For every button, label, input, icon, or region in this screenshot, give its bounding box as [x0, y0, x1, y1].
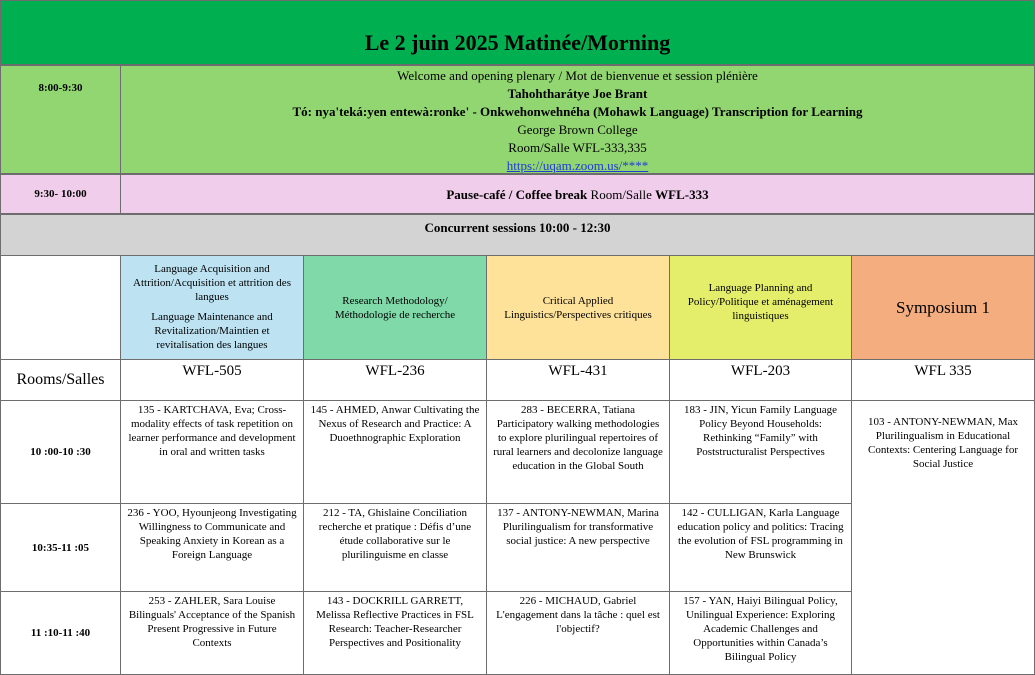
rooms-label: Rooms/Salles — [0, 359, 121, 401]
plenary-talk-title: Tó: nya'teká:yen entewà:ronke' - Onkwehonwehnéha (Mohawk Language) Transcription for Learning — [292, 104, 863, 119]
session-cell: 283 - BECERRA, Tatiana Participatory walking methodologies to explore plurilingual repertoires of rural learners and decolonize language education in the Global South — [486, 400, 670, 504]
track-header-2: Research Methodology/ Méthodologie de recherche — [303, 255, 487, 360]
break-room-label: Room/Salle — [587, 186, 656, 202]
concurrent-header: Concurrent sessions 10:00 - 12:30 — [0, 214, 1035, 256]
track-header-4: Language Planning and Policy/Politique et aménagement linguistiques — [669, 255, 852, 360]
break-room-code: WFL-333 — [655, 186, 709, 202]
room-1: WFL-505 — [120, 359, 304, 401]
plenary-welcome: Welcome and opening plenary / Mot de bienvenue et session plénière — [397, 68, 758, 83]
plenary-time: 8:00-9:30 — [0, 65, 121, 174]
room-4: WFL-203 — [669, 359, 852, 401]
session-cell: 183 - JIN, Yicun Family Language Policy Beyond Households: Rethinking “Family” with Poststructuralist Perspectives — [669, 400, 852, 504]
session-cell: 135 - KARTCHAVA, Eva; Cross-modality effects of task repetition on learner performance and development in oral and written tasks — [120, 400, 304, 504]
session-cell: 137 - ANTONY-NEWMAN, Marina Plurilingualism for transformative social justice: A new perspective — [486, 503, 670, 592]
room-3: WFL-431 — [486, 359, 670, 401]
slot-time-2: 10:35-11 :05 — [0, 503, 121, 592]
room-5: WFL 335 — [851, 359, 1035, 401]
track-header-3: Critical Applied Linguistics/Perspectives critiques — [486, 255, 670, 360]
break-time: 9:30- 10:00 — [0, 174, 121, 214]
page-title-text: Le 2 juin 2025 Matinée/Morning — [364, 29, 671, 55]
track-corner — [0, 255, 121, 360]
break-text: Pause-café / Coffee break — [446, 186, 588, 202]
track-header-5: Symposium 1 — [851, 255, 1035, 360]
break-block — [120, 174, 1035, 214]
session-cell: 236 - YOO, Hyounjeong Investigating Willingness to Communicate and Speaking Anxiety in Korean as a Foreign Language — [120, 503, 304, 592]
session-cell: 143 - DOCKRILL GARRETT, Melissa Reflective Practices in FSL Research: Teacher-Researcher Perspectives and Positionality — [303, 591, 487, 675]
plenary-room: Room/Salle WFL-333,335 — [508, 140, 647, 155]
slot-time-1: 10 :00-10 :30 — [0, 400, 121, 504]
room-2: WFL-236 — [303, 359, 487, 401]
slot-time-3: 11 :10-11 :40 — [0, 591, 121, 675]
session-cell: 142 - CULLIGAN, Karla Language education policy and politics: Tracing the evolution of FSL programming in New Brunswick — [669, 503, 852, 592]
session-cell: 145 - AHMED, Anwar Cultivating the Nexus of Research and Practice: A Duoethnographic Exploration — [303, 400, 487, 504]
symposium-cell: 103 - ANTONY-NEWMAN, Max Plurilingualism in Educational Contexts: Centering Language for Social Justice — [851, 400, 1035, 675]
plenary-affiliation: George Brown College — [517, 122, 638, 137]
page-title — [0, 0, 1035, 65]
session-cell: 226 - MICHAUD, Gabriel L'engagement dans la tâche : quel est l'objectif? — [486, 591, 670, 675]
session-cell: 212 - TA, Ghislaine Conciliation recherche et pratique : Défis d’une étude collaborative sur le plurilinguisme en classe — [303, 503, 487, 592]
plenary-speaker: Tahohtharátye Joe Brant — [507, 86, 648, 101]
zoom-link[interactable]: https://uqam.zoom.us/**** — [506, 158, 649, 173]
session-cell: 157 - YAN, Haiyi Bilingual Policy, Unilingual Experience: Exploring Academic Challenges and Opportunities within Canada’s Bilingual Policy — [669, 591, 852, 675]
session-cell: 253 - ZAHLER, Sara Louise Bilinguals' Acceptance of the Spanish Present Progressive in Future Contexts — [120, 591, 304, 675]
track-header-1: Language Acquisition and Attrition/Acquisition et attrition des langues Language Maintenance and Revitalization/Maintien et revitalisation des langues — [120, 255, 304, 360]
plenary-block — [120, 65, 1035, 174]
